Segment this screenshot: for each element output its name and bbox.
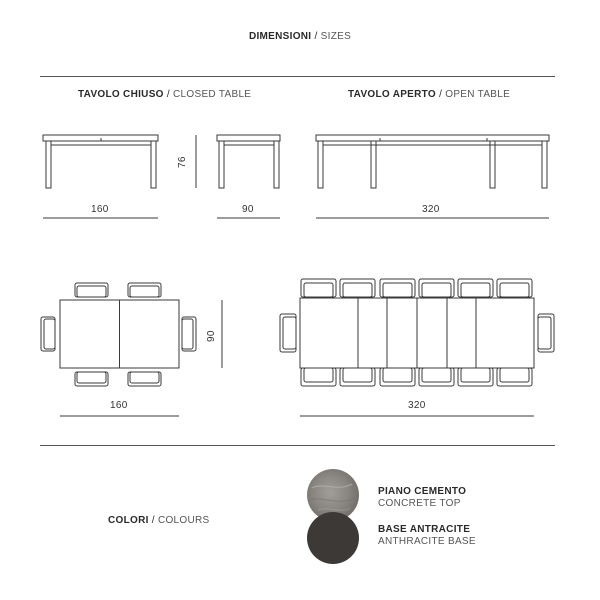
concrete-top-name-it: PIANO CEMENTO bbox=[378, 486, 467, 497]
page-title-separator: / bbox=[311, 31, 321, 42]
closed-length-label: 160 bbox=[91, 204, 109, 215]
anthracite-base-name-it: BASE ANTRACITE bbox=[378, 524, 471, 535]
open-table-front-elevation bbox=[316, 135, 549, 188]
height-label: 76 bbox=[177, 156, 188, 168]
open-length-label: 320 bbox=[422, 204, 440, 215]
concrete-top-name-en: CONCRETE TOP bbox=[378, 498, 461, 509]
plan-closed-length-label: 160 bbox=[110, 400, 128, 411]
open-label-it: TAVOLO APERTO bbox=[348, 89, 436, 100]
colours-label-en: COLOURS bbox=[157, 515, 210, 526]
closed-label-it: TAVOLO CHIUSO bbox=[78, 89, 164, 100]
open-table-plan bbox=[280, 279, 554, 386]
plan-depth-label: 90 bbox=[206, 330, 217, 342]
open-label-separator: / bbox=[435, 89, 446, 100]
colours-label-separator: / bbox=[148, 515, 158, 526]
side-depth-label: 90 bbox=[242, 204, 254, 215]
closed-table-plan bbox=[41, 283, 196, 386]
closed-label-separator: / bbox=[163, 89, 174, 100]
closed-table-front-elevation bbox=[43, 135, 158, 188]
page-title-it: DIMENSIONI bbox=[248, 31, 312, 42]
anthracite-swatch bbox=[307, 512, 359, 564]
colours-label-it: COLORI bbox=[108, 515, 149, 526]
colours-label bbox=[108, 515, 210, 526]
page-title-en: SIZES bbox=[320, 31, 352, 42]
bottom-divider bbox=[40, 445, 555, 446]
open-label-en: OPEN TABLE bbox=[445, 89, 511, 100]
plan-open-length-label: 320 bbox=[408, 400, 426, 411]
anthracite-base-name-en: ANTHRACITE BASE bbox=[378, 536, 476, 547]
closed-label-en: CLOSED TABLE bbox=[173, 89, 252, 100]
closed-table-side-elevation bbox=[217, 135, 280, 188]
